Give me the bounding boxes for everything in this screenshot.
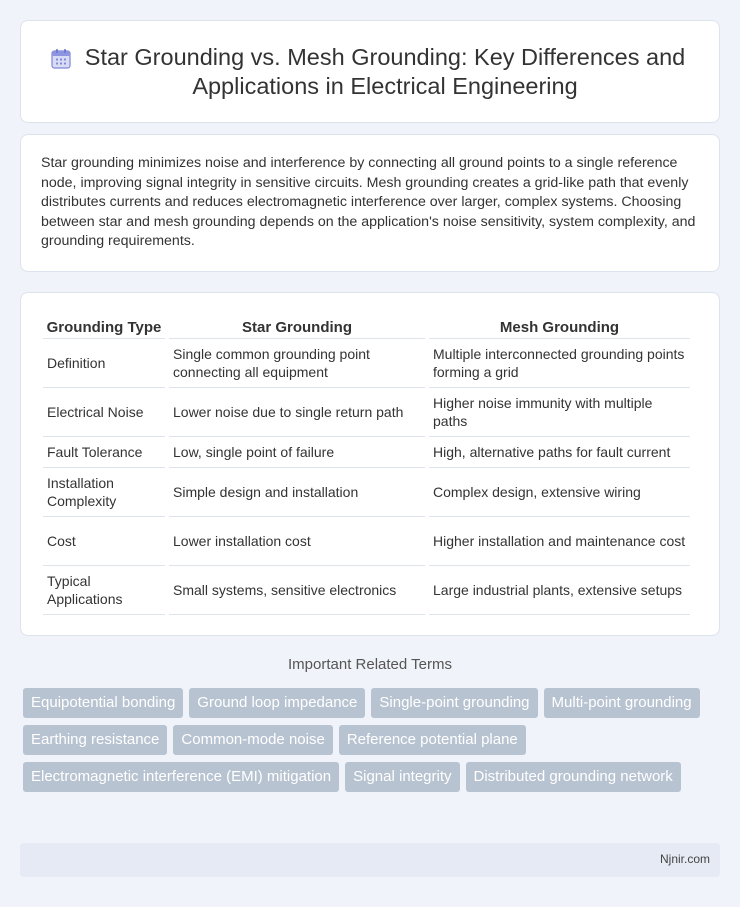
table-cell: Lower noise due to single return path <box>169 388 425 437</box>
table-cell: Lower installation cost <box>169 517 425 566</box>
table-cell: Single common grounding point connecting all equipment <box>169 339 425 388</box>
related-term-tag[interactable]: Earthing resistance <box>23 725 167 755</box>
table-cell: Definition <box>43 339 165 388</box>
footer <box>20 843 720 877</box>
table-row <box>43 339 690 388</box>
table-row <box>43 517 690 566</box>
table-cell: High, alternative paths for fault current <box>429 437 690 468</box>
table-row <box>43 437 690 468</box>
table-cell: Multiple interconnected grounding points forming a grid <box>429 339 690 388</box>
related-term-tag[interactable]: Signal integrity <box>345 762 459 792</box>
title-card <box>20 20 720 123</box>
table-cell: Low, single point of failure <box>169 437 425 468</box>
intro-card <box>20 134 720 272</box>
table-cell: Fault Tolerance <box>43 437 165 468</box>
table-row <box>43 566 690 615</box>
comparison-table <box>39 315 694 615</box>
table-row <box>43 468 690 517</box>
table-cell: Typical Applications <box>43 566 165 615</box>
table-cell: Installation Complexity <box>43 468 165 517</box>
related-term-tag[interactable]: Distributed grounding network <box>466 762 681 792</box>
column-header: Grounding Type <box>43 315 165 339</box>
table-cell: Electrical Noise <box>43 388 165 437</box>
related-term-tag[interactable]: Multi-point grounding <box>544 688 700 718</box>
table-row <box>43 388 690 437</box>
column-header: Star Grounding <box>169 315 425 339</box>
table-cell: Small systems, sensitive electronics <box>169 566 425 615</box>
related-term-tag[interactable]: Electromagnetic interference (EMI) mitigation <box>23 762 339 792</box>
comparison-table-card <box>20 292 720 636</box>
related-terms-list <box>23 688 713 792</box>
footer-site-link[interactable]: Njnir.com <box>659 852 710 866</box>
related-term-tag[interactable]: Single-point grounding <box>371 688 537 718</box>
related-term-tag[interactable]: Reference potential plane <box>339 725 526 755</box>
column-header: Mesh Grounding <box>429 315 690 339</box>
table-cell: Large industrial plants, extensive setups <box>429 566 690 615</box>
table-cell: Simple design and installation <box>169 468 425 517</box>
table-cell: Higher noise immunity with multiple paths <box>429 388 690 437</box>
related-term-tag[interactable]: Ground loop impedance <box>189 688 365 718</box>
related-term-tag[interactable]: Common-mode noise <box>173 725 332 755</box>
table-header-row <box>43 315 690 339</box>
related-term-tag[interactable]: Equipotential bonding <box>23 688 183 718</box>
related-terms-title: Important Related Terms <box>288 656 452 673</box>
table-cell: Cost <box>43 517 165 566</box>
table-cell: Complex design, extensive wiring <box>429 468 690 517</box>
table-cell: Higher installation and maintenance cost <box>429 517 690 566</box>
page-title: Star Grounding vs. Mesh Grounding: Key Differences and Applications in Electrical Engineering <box>84 43 686 99</box>
intro-paragraph: Star grounding minimizes noise and interference by connecting all ground points to a single reference node, improving signal integrity in sensitive circuits. Mesh grounding creates a grid-like path that evenly distributes currents and reduces electromagnetic interference over larger, complex systems. Choosing between star and mesh grounding depends on the application's noise sensitivity, system complexity, and grounding requirements. <box>41 155 696 250</box>
